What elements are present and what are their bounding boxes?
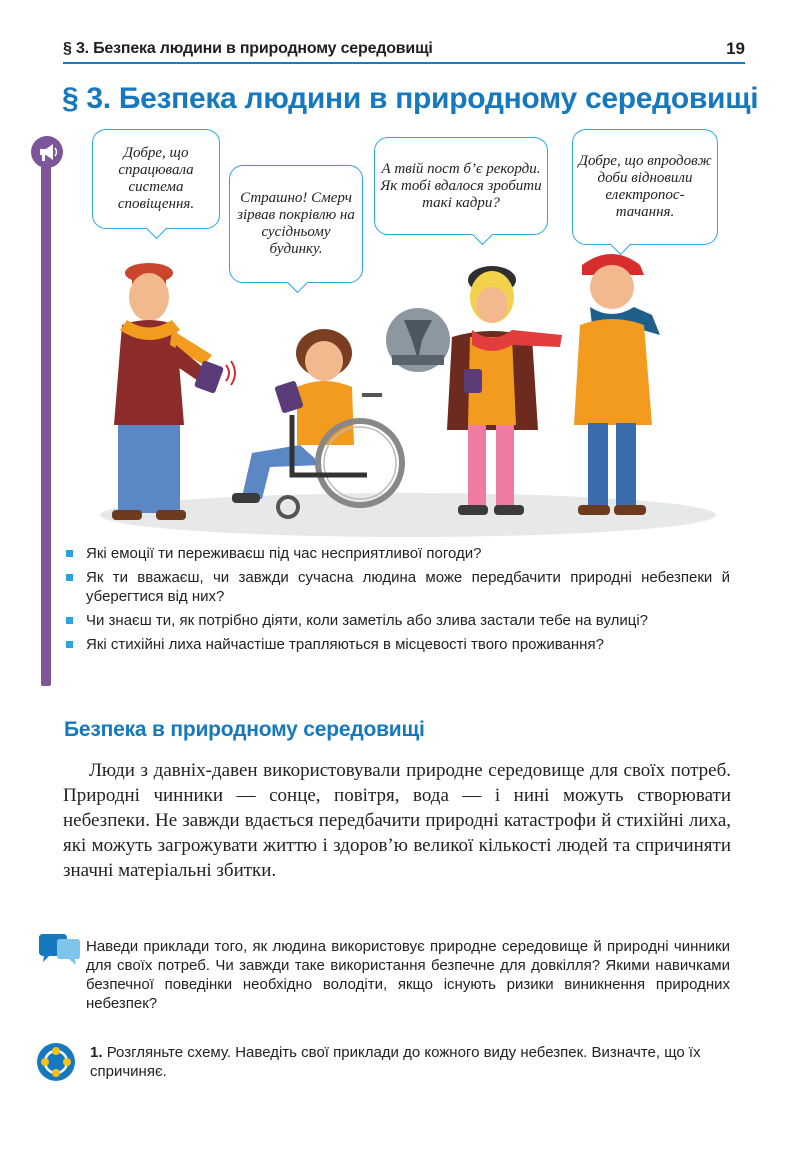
list-item: Як ти вважаєш, чи завжди сучасна людина може передбачити природні небезпеки й уберегтися від них? bbox=[64, 568, 730, 606]
speech-bubble-4-text: Добре, що впродовж доби відновили електропос-тачання. bbox=[578, 153, 712, 220]
megaphone-icon bbox=[31, 136, 63, 168]
task-text: Розгляньте схему. Наведіть свої приклади до кожного виду небезпек. Визначте, що їх спричиняє. bbox=[90, 1044, 701, 1080]
illustration bbox=[92, 125, 732, 545]
discussion-text: Наведи приклади того, як людина використовує природне середовище й природні чинники для своїх потреб. Чи завжди таке використання безпечне для довкілля? Якими навичками безпечної поведінки необхідно володіти, якщо існують ризики виникнення природних небезпек? bbox=[86, 938, 730, 1012]
boy-in-cap bbox=[574, 254, 660, 515]
tornado-photo bbox=[386, 308, 450, 372]
task-icon bbox=[36, 1042, 76, 1082]
speech-bubble-2 bbox=[229, 165, 363, 283]
list-item: Чи знаєш ти, як потрібно діяти, коли заметіль або злива застали тебе на вулиці? bbox=[64, 611, 730, 630]
speech-bubble-1-text: Добре, що спрацювала система сповіщення. bbox=[117, 145, 195, 212]
running-title: § 3. Безпека людини в природному середовищі bbox=[63, 40, 433, 57]
girl-with-phone bbox=[447, 266, 562, 515]
page-number: 19 bbox=[726, 39, 745, 58]
list-item: Які стихійні лиха найчастіше трапляються в місцевості твого проживання? bbox=[64, 635, 730, 654]
list-item: Які емоції ти переживаєш під час несприятливої погоди? bbox=[64, 544, 730, 563]
page-title: § 3. Безпека людини в природному середовищі bbox=[62, 82, 759, 115]
running-header bbox=[63, 38, 745, 64]
boy-with-tablet bbox=[112, 263, 235, 520]
section-heading: Безпека в природному середовищі bbox=[64, 718, 425, 741]
section-side-bar bbox=[41, 158, 51, 686]
question-list bbox=[64, 544, 730, 659]
speech-bubble-2-text: Страшно! Смерч зірвав покрівлю на сусідньому будинку. bbox=[237, 190, 355, 257]
speech-bubble-1 bbox=[92, 129, 220, 229]
task-number: 1. bbox=[90, 1044, 103, 1061]
speech-bubble-4 bbox=[572, 129, 718, 245]
body-paragraph: Люди з давніх-давен використовували природне середовище для своїх потреб. Природні чинники — сонце, повітря, вода — і нині можуть створювати небезпеки. Не завжди вдається передбачити природні катастрофи й стихійні лиха, які можуть загрожувати життю і здоров’ю великої кількості людей та спричиняти значні матеріальні збитки. bbox=[63, 760, 731, 881]
speech-bubble-3-text: А твій пост б’є рекорди. Як тобі вдалося зробити такі кадри? bbox=[380, 160, 542, 211]
task-1 bbox=[90, 1043, 730, 1081]
discussion-icon bbox=[37, 932, 85, 968]
girl-in-wheelchair bbox=[232, 329, 402, 517]
speech-bubble-3 bbox=[374, 137, 548, 235]
